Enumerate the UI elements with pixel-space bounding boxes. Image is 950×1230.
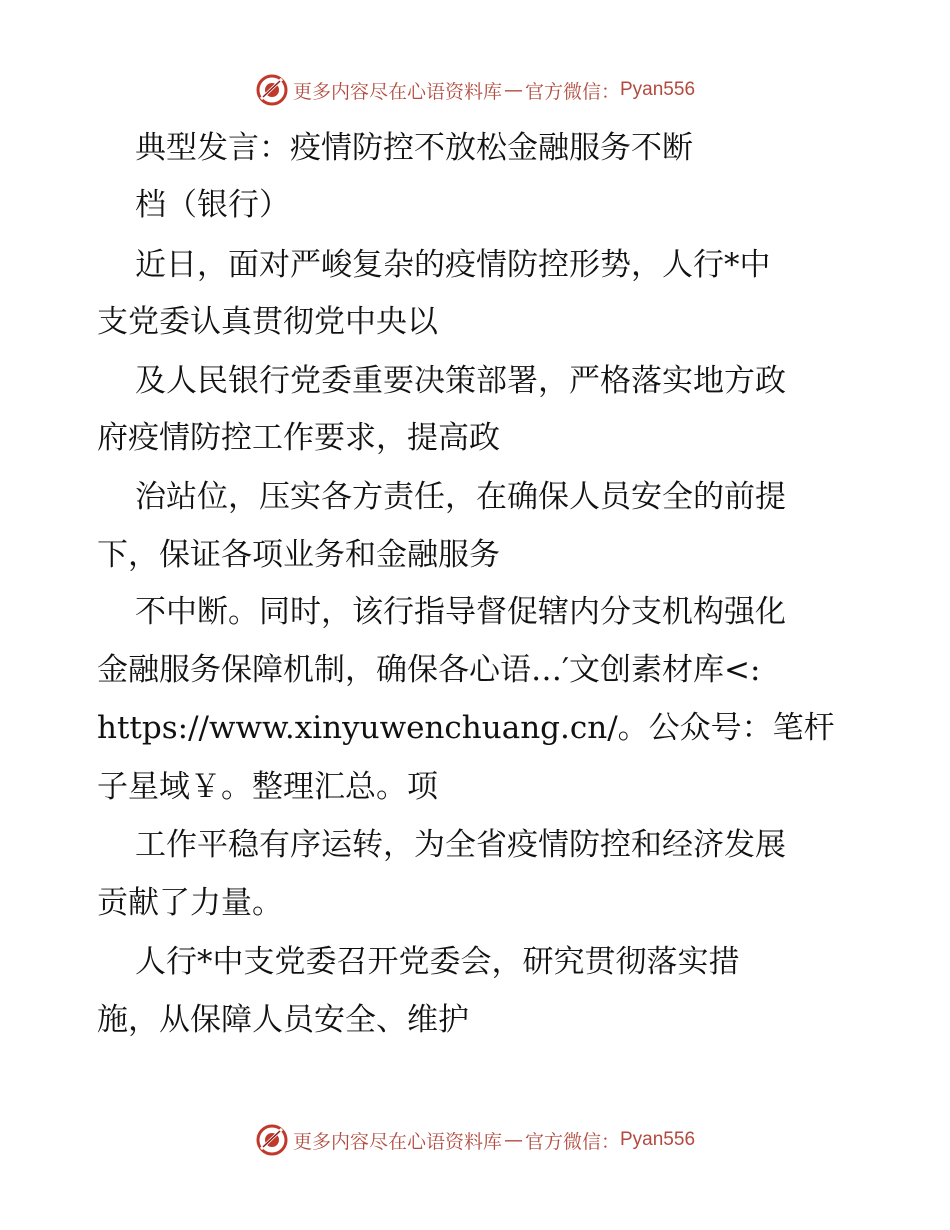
- paragraph-line: 工作平稳有序运转，为全省疫情防控和经济发展: [135, 827, 786, 863]
- paragraph-line: 人行*中支党委召开党委会，研究贯彻落实措: [135, 944, 740, 980]
- paragraph-line: 治站位，压实各方责任，在确保人员安全的前提: [135, 479, 786, 515]
- brand-logo-icon: [255, 1123, 289, 1157]
- paragraph-line: 下，保证各项业务和金融服务: [97, 537, 500, 573]
- banner-wechat-id: Pyan556: [620, 1129, 696, 1150]
- paragraph-line: 贡献了力量。: [97, 885, 283, 921]
- banner-main-text: 更多内容尽在心语资料库: [292, 80, 502, 103]
- paragraph-line-url: https://www.xinyuwenchuang.cn/。公众号：笔杆: [97, 710, 835, 746]
- brand-logo-icon: [255, 73, 289, 107]
- footer-watermark: [0, 1120, 950, 1160]
- paragraph-line: 金融服务保障机制，确保各心语…′文创素材库<:: [97, 652, 761, 688]
- paragraph-line: 支党委认真贯彻党中央以: [97, 304, 438, 340]
- banner-wechat-id: Pyan556: [620, 79, 696, 100]
- banner-separator: —: [503, 79, 523, 101]
- banner-separator: —: [503, 1129, 523, 1151]
- title-line-2: 档（银行）: [135, 187, 290, 223]
- banner-main-text: 更多内容尽在心语资料库: [292, 1130, 502, 1153]
- header-watermark: [0, 70, 950, 110]
- paragraph-line: 不中断。同时，该行指导督促辖内分支机构强化: [135, 594, 786, 630]
- paragraph-line: 子星域￥。整理汇总。项: [97, 769, 438, 805]
- paragraph-line: 府疫情防控工作要求，提高政: [97, 420, 500, 456]
- banner-wechat-label: 官方微信：: [524, 80, 620, 103]
- banner-wechat-label: 官方微信：: [524, 1130, 620, 1153]
- title-line-1: 典型发言：疫情防控不放松金融服务不断: [135, 130, 693, 166]
- paragraph-line: 近日，面对严峻复杂的疫情防控形势，人行*中: [135, 247, 771, 283]
- paragraph-line: 及人民银行党委重要决策部署，严格落实地方政: [135, 363, 786, 399]
- paragraph-line: 施，从保障人员安全、维护: [97, 1002, 469, 1038]
